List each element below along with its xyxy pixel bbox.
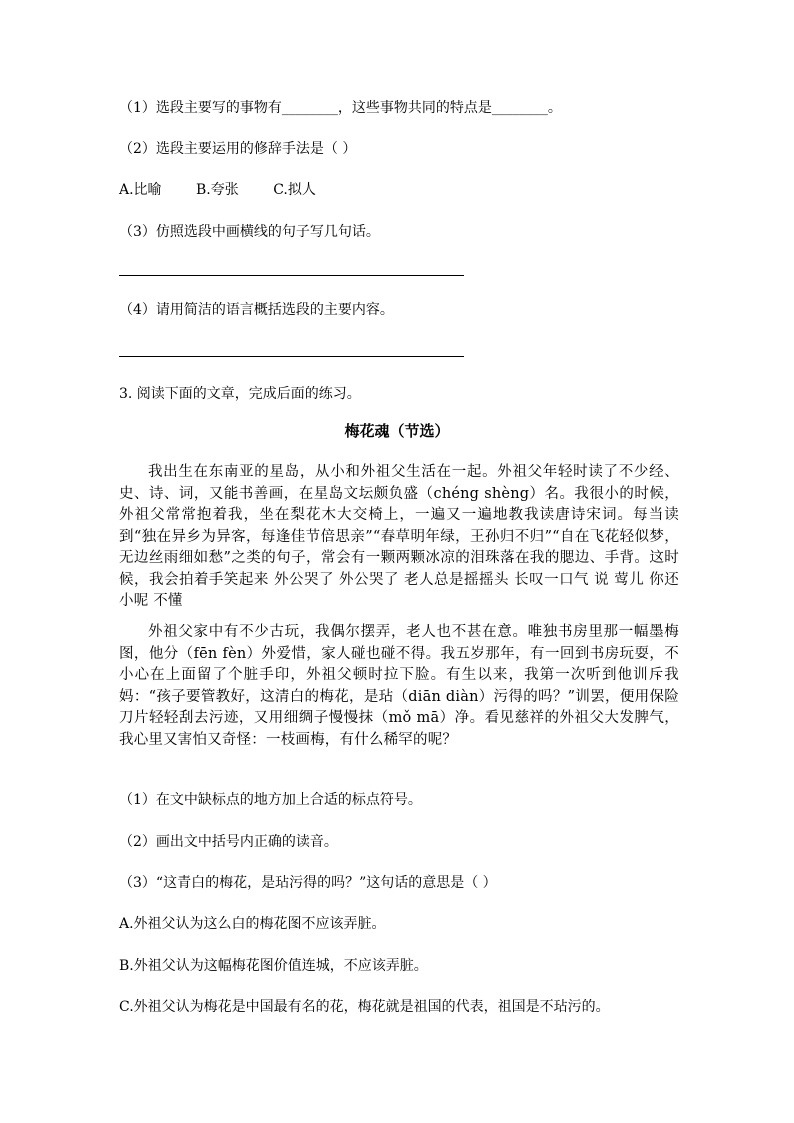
article-paragraph-1: 我出生在东南亚的星岛，从小和外祖父生活在一起。外祖父年轻时读了不少经、史、诗、词，又能书善画，在星岛文坛颇负盛（chéng shèng）名。我很小的时候，外祖父常常抱着我，坐在梨花木大交椅上，一遍又一遍地教我读唐诗宋词。每当读到“独在异乡为异客，每逢佳节倍思亲”“春草明年绿，王孙归不归”“自在飞花轻似梦，无边丝雨细如愁”之类的句子，常会有一颗两颗冰凉的泪珠落在我的腮边、手背。这时候，我会拍着手笑起来 外公哭了 外公哭了 老人总是摇摇头 长叹一口气 说 莺儿 你还小呢 不懂 — [119, 464, 679, 609]
question-1: （1）选段主要写的事物有________，这些事物共同的特点是________。 — [119, 100, 562, 116]
option-b: B.外祖父认为这幅梅花图价值连城，不应该弄脏。 — [119, 958, 428, 974]
article-paragraph-2: 外祖父家中有不少古玩，我偶尔摆弄，老人也不甚在意。唯独书房里那一幅墨梅图，他分（fēn fèn）外爱惜，家人碰也碰不得。我五岁那年，有一回到书房玩耍，不小心在上面留了个脏手印，外祖父顿时拉下脸。有生以来，我第一次听到他训斥我妈：“孩子要管教好，这清白的梅花，是玷（diān diàn）污得的吗？”训罢，便用保险刀片轻轻刮去污迹，又用细绸子慢慢抹（mǒ mā）净。看见慈祥的外祖父大发脾气，我心里又害怕又奇怪：一枝画梅，有什么稀罕的呢？ — [119, 624, 679, 748]
option-b: B.夸张 — [196, 182, 239, 198]
option-c: C.外祖父认为梅花是中国最有名的花，梅花就是祖国的代表，祖国是不玷污的。 — [119, 999, 610, 1015]
option-a: A.外祖父认为这么白的梅花图不应该弄脏。 — [119, 916, 386, 932]
question-4: （4）请用简洁的语言概括选段的主要内容。 — [119, 302, 394, 318]
answer-line-4 — [119, 356, 464, 357]
option-c: C.拟人 — [273, 182, 316, 198]
article-question-3: （3）“这青白的梅花，是玷污得的吗？”这句话的意思是（ ） — [119, 875, 497, 891]
answer-line-3 — [119, 275, 464, 276]
question-2-options — [119, 180, 316, 200]
question-3: （3）仿照选段中画横线的句子写几句话。 — [119, 224, 380, 240]
article-title: 梅花魂（节选） — [344, 422, 450, 440]
article-question-1: （1）在文中缺标点的地方加上合适的标点符号。 — [119, 792, 422, 808]
section-3-heading: 3. 阅读下面的文章，完成后面的练习。 — [119, 386, 361, 402]
article-question-2: （2）画出文中括号内正确的读音。 — [119, 834, 338, 850]
option-a: A.比喻 — [119, 182, 162, 198]
question-2: （2）选段主要运用的修辞手法是（ ） — [119, 141, 357, 157]
